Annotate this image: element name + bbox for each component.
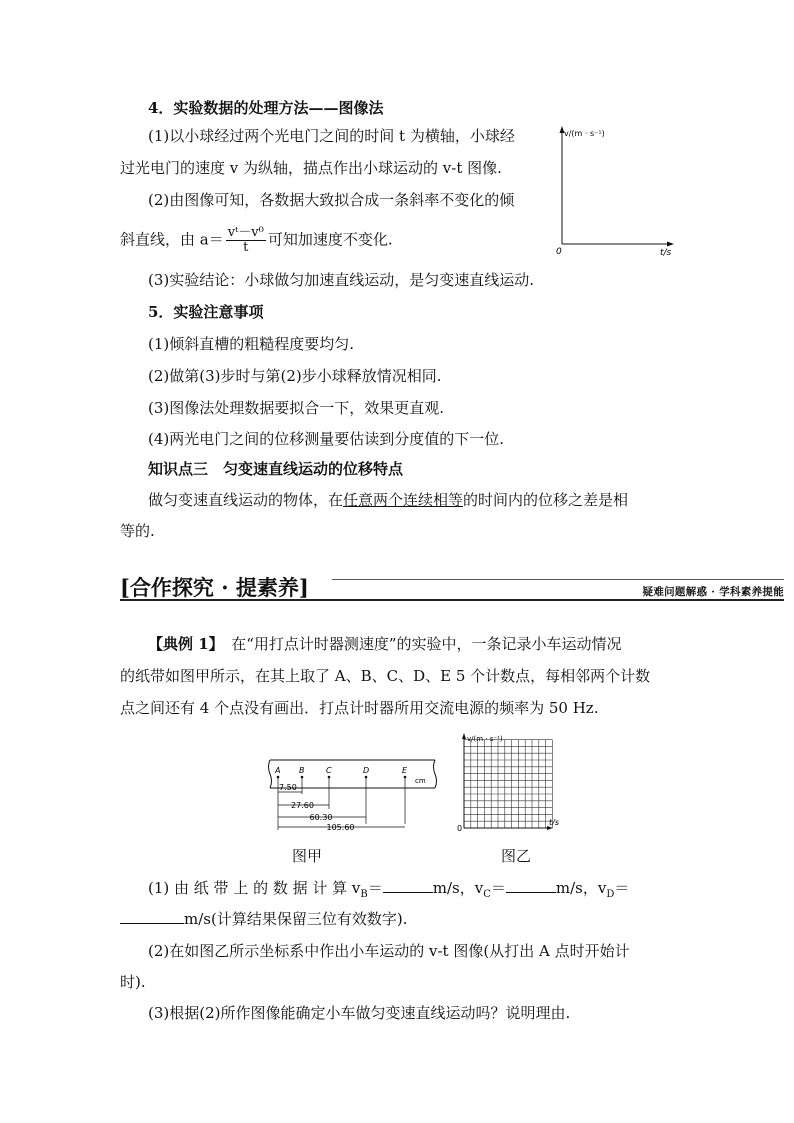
tape-dimension-label: 27.60: [291, 801, 314, 810]
k3-underlined-phrase: 任意两个连续相等: [343, 491, 464, 509]
section-5-heading: 5．实验注意事项: [148, 303, 264, 321]
q1-sub-c: C: [483, 889, 491, 900]
example-line1-text: 在“用打点计时器测速度”的实验中，一条记录小车运动情况: [231, 635, 622, 653]
tape-point-label: B: [299, 766, 305, 775]
question-2-line1: (2)在如图乙所示坐标系中作出小车运动的 v-t 图像(从打出 A 点时开始计: [148, 942, 630, 960]
q1-unit-3: m/s(计算结果保留三位有效数字).: [184, 910, 408, 928]
question-1-line2: [120, 909, 407, 929]
tape-right-torn-edge: [434, 760, 437, 788]
question-3: (3)根据(2)所作图像能确定小车做匀变速直线运动吗？说明理由.: [148, 1004, 571, 1022]
fig1-origin: 0: [556, 247, 562, 257]
section-thin-rule: [332, 579, 784, 580]
q1-eq-3: ＝: [614, 879, 630, 897]
vt-axes-figure: [550, 122, 680, 262]
section-subtitle: 疑难问题解惑 · 学科素养提能: [642, 586, 784, 598]
tape-dimensions: [278, 783, 405, 832]
example-1-line2: 的纸带如图甲所示，在其上取了 A、B、C、D、E 5 个计数点，每相邻两个计数: [120, 667, 651, 685]
section-title: [合作探究 · 提素养]: [120, 575, 309, 600]
tape-point-label: E: [402, 766, 408, 775]
section-header: [120, 572, 784, 600]
q1-text-pre: (1) 由 纸 带 上 的 数 据 计 算 v: [148, 879, 361, 897]
fig2-x-label: t/s: [549, 818, 559, 827]
sec5-item-4: (4)两光电门之间的位移测量要估读到分度值的下一位.: [148, 430, 505, 448]
tape-dimension-label: 60.30: [309, 813, 333, 822]
tape-point-label: C: [326, 766, 332, 775]
formula-numerator: vᵗ－v⁰: [227, 225, 264, 240]
tape-point-label: A: [275, 766, 281, 775]
answer-blank-vd[interactable]: [120, 909, 184, 924]
answer-blank-vb[interactable]: [383, 878, 433, 893]
formula-prefix: 斜直线，由 a＝: [120, 230, 224, 249]
sec4-para2-line1: (2)由图像可知，各数据大致拟合成一条斜率不变化的倾: [148, 191, 515, 209]
q1-sub-b: B: [360, 889, 368, 900]
q1-sub-d: D: [606, 889, 615, 900]
formula-suffix: 可知加速度不变化.: [267, 230, 393, 249]
fig1-y-label: v/(m · s⁻¹): [564, 129, 605, 138]
fig1-x-arrow: [667, 242, 674, 247]
grid-lines: [464, 740, 552, 828]
q1-unit-2: m/s，v: [555, 879, 607, 897]
sec4-para1-line1: (1)以小球经过两个光电门之间的时间 t 为横轴，小球经: [148, 127, 515, 145]
tape-dimension-label: 7.50: [279, 783, 297, 792]
tape-dimension-label: 105.60: [326, 823, 355, 832]
grid-figure: [452, 730, 572, 840]
paper-tape-figure: [265, 755, 445, 835]
answer-blank-vc[interactable]: [506, 878, 556, 893]
sec4-para3: (3)实验结论：小球做匀加速直线运动，是匀变速直线运动.: [148, 271, 535, 289]
fig2-y-label: v/(m · s⁻¹): [467, 735, 503, 743]
k3-line2: 等的.: [120, 522, 155, 540]
example-1-line1: [148, 634, 622, 654]
fig1-x-label: t/s: [660, 248, 672, 258]
fig2-y-arrow: [462, 733, 466, 739]
caption-figure-a: 图甲: [292, 847, 323, 865]
tape-points: [274, 766, 408, 830]
section-rule: [120, 599, 784, 601]
q1-eq-1: ＝: [367, 879, 383, 897]
question-2-line2: 时).: [120, 973, 146, 991]
acceleration-formula: [226, 226, 266, 255]
section-4-heading: 4．实验数据的处理方法——图像法: [148, 99, 384, 117]
sec5-item-3: (3)图像法处理数据要拟合一下，效果更直观.: [148, 399, 445, 417]
tape-point-label: D: [363, 766, 370, 775]
q1-eq-2: ＝: [490, 879, 506, 897]
q1-unit-1: m/s，v: [432, 879, 484, 897]
sec4-para1-line2: 过光电门的速度 v 为纵轴，描点作出小球运动的 v-t 图像.: [120, 159, 502, 177]
k3-line1: [148, 490, 628, 510]
tape-left-torn-edge: [269, 760, 272, 788]
fig2-origin: 0: [457, 824, 463, 833]
tape-unit: cm: [415, 777, 426, 785]
caption-figure-b: 图乙: [501, 847, 532, 865]
knowledge-point-3-heading: 知识点三 匀变速直线运动的位移特点: [148, 460, 404, 478]
sec4-para2-line2: [120, 226, 393, 255]
k3-line1-pre: 做匀变速直线运动的物体，在: [148, 491, 344, 509]
example-1-line3: 点之间还有 4 个点没有画出．打点计时器所用交流电源的频率为 50 Hz.: [120, 699, 599, 717]
example-tag: 【典例 1】: [148, 635, 217, 653]
formula-denominator: t: [243, 240, 249, 255]
sec5-item-2: (2)做第(3)步时与第(2)步小球释放情况相同.: [148, 367, 442, 385]
question-1-line1: [148, 878, 629, 905]
k3-line1-post: 的时间内的位移之差是相: [463, 491, 629, 509]
sec5-item-1: (1)倾斜直槽的粗糙程度要均匀.: [148, 335, 355, 353]
